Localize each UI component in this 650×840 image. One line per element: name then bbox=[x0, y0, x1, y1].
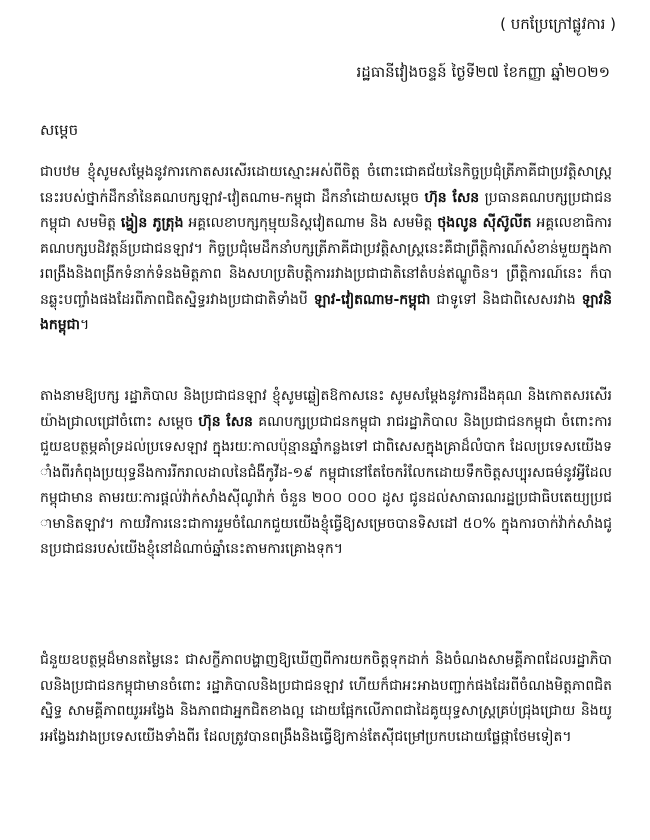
name-hun-sen: ហ៊ុន សែន bbox=[424, 189, 480, 206]
name-nguyen-phu-trong: ង្វៀន ភូត្រុង bbox=[120, 215, 184, 231]
paragraph-congratulations: ជាបឋម ខ្ញុំសូមសម្តែងនូវការកោតសរសើរដោយស្មោះអស់ពីចិត្ត ចំពោះជោគជ័យនៃកិច្ចប្រជុំត្រីភាគីជាប្រវត្តិសាស្ត្រនេះរបស់ថ្នាក់ដឹកនាំនៃគណបក្សឡាវ-វៀតណាម-កម្ពុជា ដឹកនាំដោយសម្តេច ហ៊ុន សែន ប្រធានគណបក្សប្រជាជនកម្ពុជា សមមិត្ត ង្វៀន ភូត្រុង អគ្គលេខាបក្សកុម្មុយនិស្តវៀតណាម និង សមមិត្ត ថុងលូន ស៊ីស៊ូលីត អគ្គលេខាធិការគណបក្សបដិវត្តន៍ប្រជាជនឡាវ។ កិច្ចប្រជុំមេដឹកនាំបក្សត្រីភាគីជាប្រវត្តិសាស្ត្រនេះគឺជាព្រឹត្តិការណ៍សំខាន់មួយក្នុងការពង្រឹងនិងពង្រីកទំនាក់ទំនងមិត្តភាព និងសហប្រតិបត្តិការរវាងប្រជាជាតិនៅតំបន់ឥណ្ឌូចិន។ ព្រឹត្តិការណ៍នេះ ក៏បានឆ្លុះបញ្ចាំងផងដែរពីភាពជិតស្និទ្ធរវាងប្រជាជាតិទាំងបី ឡាវ-វៀតណាម-កម្ពុជា ជាទូទៅ និងជាពិសេសរវាង ឡាវនិងកម្ពុជា។ bbox=[40, 164, 612, 333]
countries-lao-vietnam-cambodia: ឡាវ-វៀតណាម-កម្ពុជា bbox=[313, 291, 431, 308]
name-hun-sen-2: ហ៊ុន សែន bbox=[198, 413, 253, 430]
paragraph-friendship: ជំនួយឧបត្ថម្ភដ៏មានតម្លៃនេះ ជាសក្ខីភាពបង្ហាញឱ្យឃើញពីការយកចិត្តទុកដាក់ និងចំណងសាមគ្គីភាពដែលរដ្ឋាភិបាលនិងប្រជាជនកម្ពុជាមានចំពោះ រដ្ឋាភិបាលនិងប្រជាជនឡាវ ហើយក៏ជាអះអាងបញ្ជាក់ផងដែរពីចំណងមិត្តភាពជិតស្និទ្ធ សាមគ្គីភាពយូរអង្វែង និងភាពជាអ្នកជិតខាងល្អ ដោយផ្អែកលើភាពជាដៃគូយុទ្ធសាស្ត្រគ្រប់ជ្រុងជ្រោយ និងយូរអង្វែងរវាងប្រទេសយើងទាំងពីរ ដែលត្រូវបានពង្រឹងនិងធ្វើឱ្យកាន់តែស៊ីជម្រៅប្រកបដោយផ្លែផ្កាថែមទៀត។ bbox=[40, 652, 612, 745]
unofficial-translation-note: ( បកប្រែក្រៅផ្លូវការ ) bbox=[500, 15, 616, 33]
countries-lao-cambodia: ឡាវនិងកម្ពុជា bbox=[40, 291, 612, 333]
salutation: សម្តេច bbox=[40, 121, 79, 139]
paragraph-gratitude: តាងនាមឱ្យបក្ស រដ្ឋាភិបាល និងប្រជាជនឡាវ ខ្ញុំសូមឆ្លៀតឱកាសនេះ សូមសម្តែងនូវការដឹងគុណ និងកោតសរសើរយ៉ាងជ្រាលជ្រៅចំពោះ សម្តេច ហ៊ុន សែន គណបក្សប្រជាជនកម្ពុជា រាជរដ្ឋាភិបាល និងប្រជាជនកម្ពុជា ចំពោះការជួយឧបត្ថម្ភគាំទ្រដល់ប្រទេសឡាវ ក្នុងរយៈកាលប៉ុន្មានឆ្នាំកន្លងទៅ ជាពិសេសក្នុងគ្រាដ៏លំបាក ដែលប្រទេសយើងទាំងពីរកំពុងប្រយុទ្ធនឹងការរីករាលដាលនៃជំងឺកូវីដ-១៩ កម្ពុជានៅតែចែករំលែកដោយទឹកចិត្តសប្បុរសធម៌នូវអ្វីដែលកម្ពុជាមាន តាមរយៈការផ្តល់វ៉ាក់សាំងស៊ីណូវ៉ាក់ ចំនួន ២០០ ០០០ ដូស ជូនដល់សាធារណរដ្ឋប្រជាធិបតេយ្យប្រជាមានិតឡាវ។ កាយវិការនេះជាការរួមចំណែកជួយយើងខ្ញុំធ្វើឱ្យសម្រេចបានទិសដៅ ៥០% ក្នុងការចាក់វ៉ាក់សាំងជូនប្រជាជនរបស់យើងខ្ញុំនៅដំណាច់ឆ្នាំនេះតាមការគ្រោងទុក។ bbox=[40, 388, 612, 557]
name-thongloun-sisoulith: ថុងលូន ស៊ីស៊ូលីត bbox=[437, 215, 532, 231]
dateline: រដ្ឋធានីវៀងចន្ទន៍ ថ្ងៃទី២៧ ខែកញ្ញា ឆ្នាំ២០២១ bbox=[356, 63, 610, 81]
